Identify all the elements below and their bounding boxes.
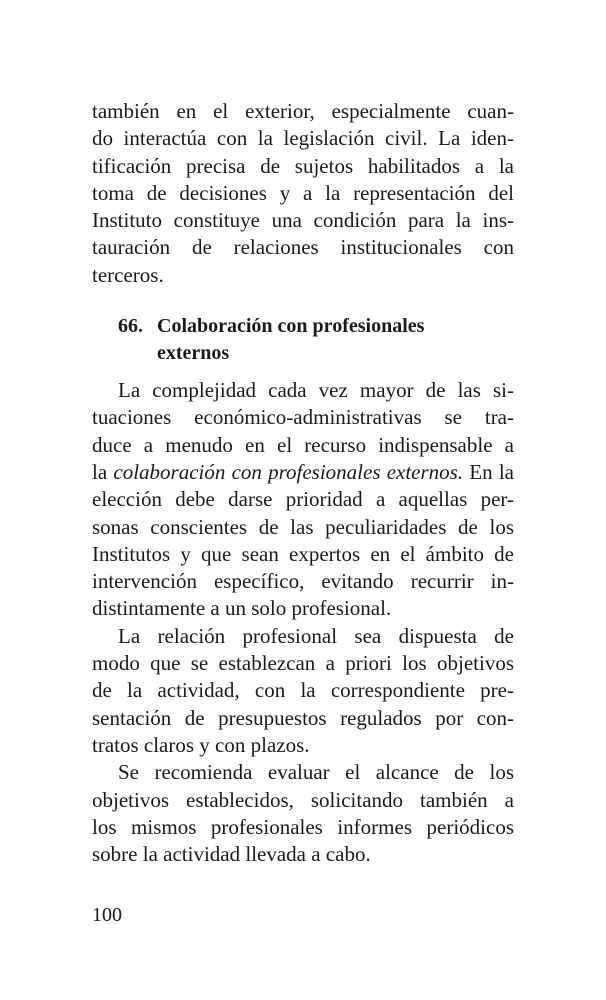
text-line: toma de decisiones y a la representación del	[92, 180, 514, 205]
text-line: tificación precisa de sujetos habilitados a la	[92, 153, 514, 178]
paragraph-1	[92, 377, 514, 623]
text-line: do interactúa con la legislación civil. La iden-	[92, 126, 514, 151]
text-segment: En la	[463, 459, 515, 484]
text-line: terceros.	[92, 262, 164, 287]
text-line: intervención específico, evitando recurrir in-	[92, 569, 514, 594]
text-line: modo que se establezcan a priori los objetivos	[92, 651, 514, 676]
text-line: La complejidad cada vez mayor de las si-	[118, 378, 514, 403]
text-line: duce a menudo en el recurso indispensable a	[92, 432, 514, 457]
paragraph-3	[92, 759, 514, 868]
text-line: de la actividad, con la correspondiente pre-	[92, 678, 514, 703]
section-heading	[92, 313, 514, 367]
text-line: sonas conscientes de las peculiaridades de los	[92, 514, 514, 539]
section-title: Colaboración con profesionales	[157, 315, 425, 338]
text-line: La relación profesional sea dispuesta de	[118, 623, 514, 648]
text-line-with-emphasis	[92, 459, 514, 486]
page-number: 100	[92, 904, 122, 926]
text-line: Institutos y que sean expertos en el ámbito de	[92, 541, 514, 566]
text-line: Se recomienda evaluar el alcance de los	[118, 760, 514, 785]
text-line: tauración de relaciones institucionales con	[92, 235, 514, 260]
text-line: tratos claros y con plazos.	[92, 732, 310, 757]
text-line: sobre la actividad llevada a cabo.	[92, 842, 371, 867]
intro-paragraph	[92, 98, 514, 289]
text-line: elección debe darse prioridad a aquellas per-	[92, 487, 514, 512]
section-number: 66.	[118, 315, 143, 338]
emphasized-phrase: colaboración con profesionales externos.	[113, 459, 464, 484]
text-line: los mismos profesionales informes periódicos	[92, 814, 514, 839]
text-line: Instituto constituye una condición para la ins-	[92, 208, 514, 233]
text-line: sentación de presupuestos regulados por con-	[92, 705, 514, 730]
section-title-continuation: externos	[157, 342, 230, 365]
text-line: objetivos establecidos, solicitando también a	[92, 787, 514, 812]
page-body	[92, 98, 514, 868]
text-line: también en el exterior, especialmente cuan-	[92, 99, 514, 123]
text-line: tuaciones económico-administrativas se tra-	[92, 405, 514, 430]
text-line: distintamente a un solo profesional.	[92, 596, 392, 621]
text-segment: la	[92, 459, 114, 484]
paragraph-2	[92, 623, 514, 759]
